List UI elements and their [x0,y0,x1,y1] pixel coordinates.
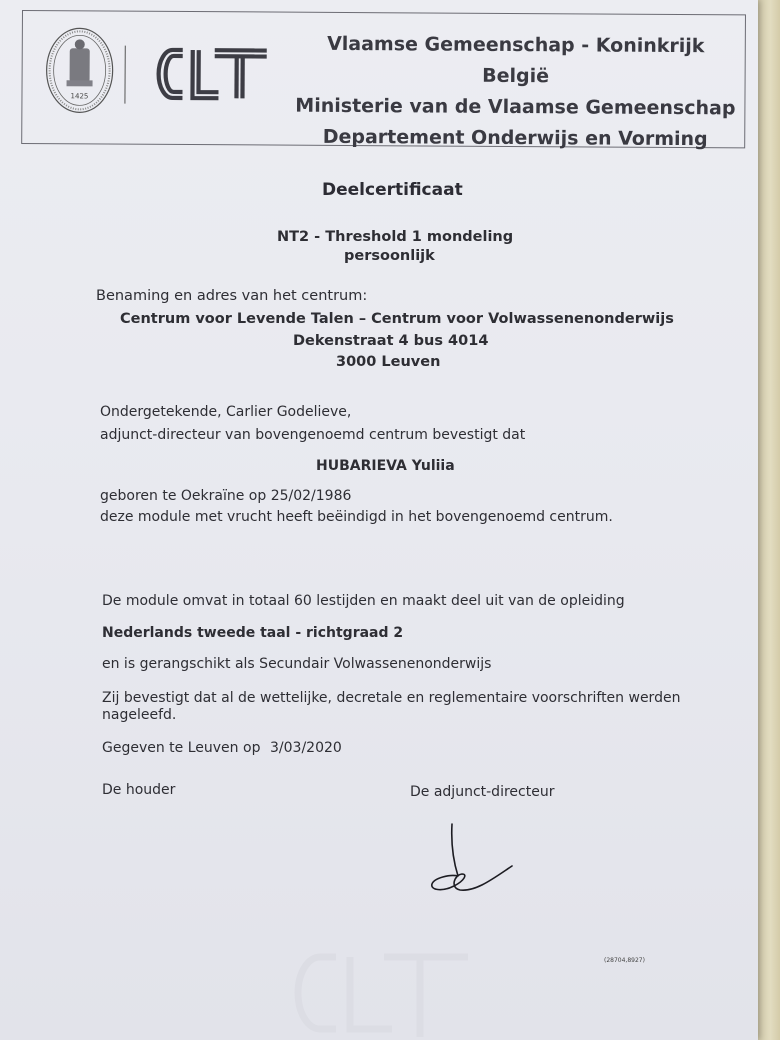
signatory-line-2: adjunct-directeur van bovengenoemd centrum bevestigt dat [100,427,526,443]
centre-city: 3000 Leuven [336,354,441,370]
program-name: Nederlands tweede taal - richtgraad 2 [102,625,404,641]
director-signature-label: De adjunct-directeur [410,784,555,800]
seal-year: 1425 [70,92,89,101]
given-date: 3/03/2020 [270,740,342,756]
holder-signature-label: De houder [102,782,176,798]
reference-code: (28704,8927) [604,957,645,964]
centre-label: Benaming en adres van het centrum: [96,288,368,304]
signatory-line-1: Ondergetekende, Carlier Godelieve, [100,404,352,420]
header-title-block [290,29,741,156]
header-line-1: Vlaamse Gemeenschap - Koninkrijk België [327,32,705,88]
government-seal [42,24,117,116]
certificate-title: Deelcertificaat [322,180,463,200]
compliance-line-1: Zij bevestigt dat al de wettelijke, decretale en reglementaire voorschriften werden [102,690,681,706]
classification-line: en is gerangschikt als Secundair Volwassenenonderwijs [102,656,492,672]
header-line-3: Departement Onderwijs en Vorming [322,125,708,151]
birth-line: geboren te Oekraïne op 25/02/1986 [100,488,352,504]
completion-line: deze module met vrucht heeft beëindigd in het bovengenoemd centrum. [100,509,613,525]
header-box [21,10,746,151]
director-signature [420,820,520,900]
given-label: Gegeven te Leuven op [102,740,261,756]
module-subtitle: persoonlijk [344,248,435,264]
centre-name: Centrum voor Levende Talen – Centrum voor Volwassenenonderwijs [120,311,674,327]
centre-street: Dekenstraat 4 bus 4014 [293,333,489,349]
compliance-line-2: nageleefd. [102,707,177,723]
scope-line: De module omvat in totaal 60 lestijden en maakt deel uit van de opleiding [102,593,625,609]
clt-watermark [288,945,473,1040]
holder-name: HUBARIEVA Yuliia [316,458,455,474]
header-line-2: Ministerie van de Vlaamse Gemeenschap [295,94,736,120]
header-divider [124,46,125,104]
clt-logo [152,42,270,107]
module-title: NT2 - Threshold 1 mondeling [277,229,514,245]
desk-background [756,0,780,1040]
